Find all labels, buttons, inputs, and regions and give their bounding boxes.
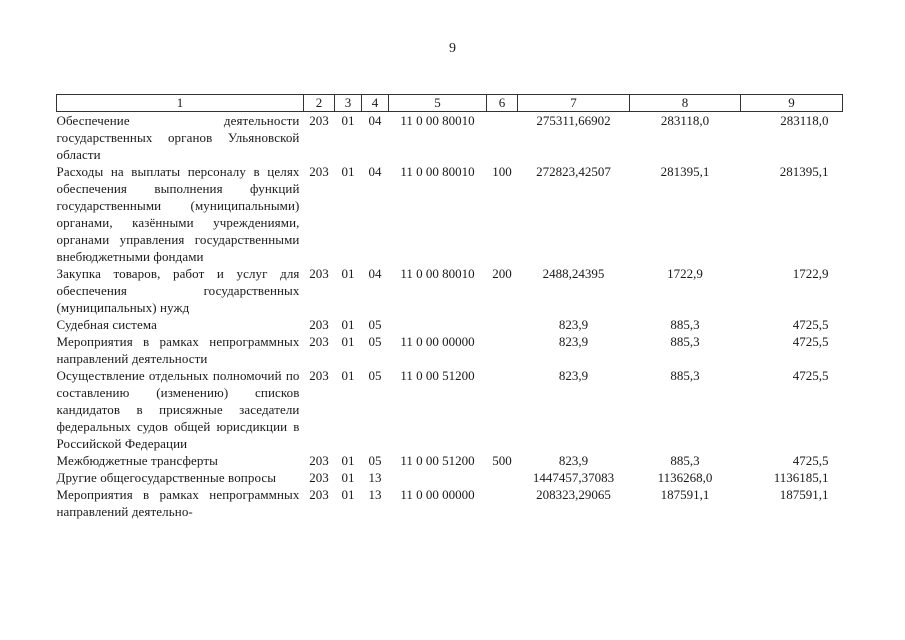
cell-col7: 275311,66902 [536,113,611,128]
cell-col9: 1722,9 [792,266,829,281]
cell-col8: 187591,1 [660,487,710,502]
cell-col8: 885,3 [670,317,700,332]
cell-col3: 01 [341,113,355,128]
row-name: Осуществление отдельных полномочий по составлению (изменению) списков кандидатов в присяжные заседатели федеральных судов общей юрисдикции в Российской Федерации [56,368,300,451]
cell-col5: 11 0 00 80010 [400,113,475,128]
cell-col5 [389,469,487,486]
row-name: Расходы на выплаты персоналу в целях обеспечения выполнения функций государственными (муниципальными) органами, казёнными учреждениями, органами управления государственными внебюджетными фондами [56,164,300,264]
cell-col4: 13 [368,470,382,485]
cell-col5: 11 0 00 51200 [400,453,475,468]
table-row [57,333,843,367]
row-name: Закупка товаров, работ и услуг для обеспечения государственных (муниципальных) нужд [56,266,300,315]
cell-col8: 283118,0 [660,113,710,128]
col-header-4: 4 [362,95,389,112]
cell-col7: 1447457,37083 [532,470,615,485]
cell-col3: 01 [341,317,355,332]
cell-col2: 203 [309,266,329,281]
cell-col6 [487,112,518,164]
table-header [57,95,843,112]
cell-col6 [487,316,518,333]
col-header-7: 7 [518,95,630,112]
table-row [57,486,843,520]
table-row [57,316,843,333]
cell-col8: 1136268,0 [657,470,713,485]
cell-col5: 11 0 00 51200 [400,368,475,383]
table-row [57,469,843,486]
cell-col8: 885,3 [670,368,700,383]
cell-col3: 01 [341,334,355,349]
page-number: 9 [449,41,456,56]
cell-col7: 823,9 [558,334,589,349]
cell-col4: 04 [368,113,382,128]
col-header-9: 9 [741,95,843,112]
cell-col3: 01 [341,487,355,502]
row-name: Мероприятия в рамках непрограммных направлений деятельно- [56,487,300,519]
col-header-8: 8 [630,95,741,112]
cell-col6: 100 [492,164,512,179]
cell-col9: 4725,5 [792,334,829,349]
cell-col5: 11 0 00 80010 [400,164,475,179]
cell-col6 [487,469,518,486]
cell-col4: 13 [368,487,382,502]
cell-col2: 203 [309,317,329,332]
cell-col9: 4725,5 [792,368,829,383]
table-row [57,367,843,452]
cell-col4: 05 [368,334,382,349]
cell-col9: 4725,5 [792,453,829,468]
table-row [57,112,843,164]
col-header-1: 1 [57,95,304,112]
cell-col9: 1136185,1 [773,470,829,485]
cell-col8: 885,3 [670,453,700,468]
cell-col2: 203 [309,368,329,383]
cell-col2: 203 [309,334,329,349]
cell-col3: 01 [341,368,355,383]
table-body [57,112,843,521]
col-header-3: 3 [335,95,362,112]
cell-col3: 01 [341,164,355,179]
col-header-5: 5 [389,95,487,112]
header-row [57,95,843,112]
row-name: Судебная система [56,317,157,332]
cell-col9: 187591,1 [779,487,829,502]
cell-col8: 885,3 [670,334,700,349]
table-row [57,452,843,469]
budget-table [56,94,843,520]
row-name: Межбюджетные трансферты [56,453,218,468]
cell-col8: 1722,9 [667,266,703,281]
cell-col2: 203 [309,164,329,179]
cell-col3: 01 [341,266,355,281]
col-header-6: 6 [487,95,518,112]
cell-col4: 04 [368,164,382,179]
cell-col9: 281395,1 [779,164,829,179]
row-name: Обеспечение деятельности государственных органов Ульяновской области [56,113,300,162]
cell-col7: 823,9 [558,317,589,332]
cell-col4: 05 [368,368,382,383]
row-name: Мероприятия в рамках непрограммных направлений деятельности [56,334,300,366]
table-row [57,265,843,316]
cell-col6 [487,367,518,452]
cell-col6: 500 [492,453,512,468]
cell-col4: 04 [368,266,382,281]
cell-col7: 272823,42507 [536,164,611,179]
table-row [57,163,843,265]
cell-col7: 2488,24395 [542,266,605,281]
cell-col4: 05 [368,453,382,468]
cell-col3: 01 [341,470,355,485]
cell-col6: 200 [492,266,512,281]
cell-col5 [389,316,487,333]
cell-col9: 4725,5 [792,317,829,332]
cell-col7: 823,9 [558,453,589,468]
cell-col2: 203 [309,470,329,485]
cell-col9: 283118,0 [780,113,829,128]
cell-col2: 203 [309,113,329,128]
cell-col2: 203 [309,453,329,468]
cell-col6 [487,486,518,520]
row-name: Другие общегосударственные вопросы [56,470,277,485]
cell-col5: 11 0 00 00000 [400,487,475,502]
col-header-2: 2 [304,95,335,112]
cell-col6 [487,333,518,367]
cell-col5: 11 0 00 80010 [400,266,475,281]
cell-col2: 203 [309,487,329,502]
cell-col4: 05 [368,317,382,332]
cell-col7: 208323,29065 [536,487,611,502]
cell-col8: 281395,1 [660,164,710,179]
cell-col7: 823,9 [558,368,589,383]
cell-col5: 11 0 00 00000 [400,334,475,349]
cell-col3: 01 [341,453,355,468]
